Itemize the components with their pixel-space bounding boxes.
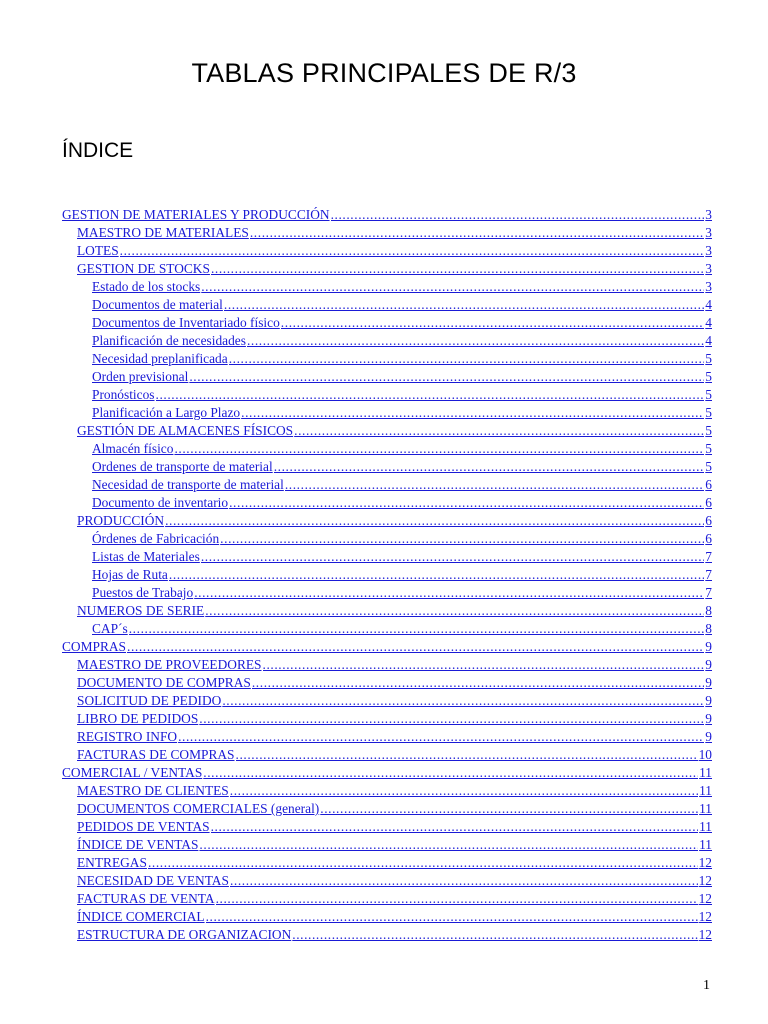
toc-entry[interactable] <box>62 566 712 584</box>
toc-entry-title: DOCUMENTOS COMERCIALES (general) <box>77 801 320 816</box>
toc-dot-leader <box>178 728 704 746</box>
toc-entry-title: Listas de Materiales <box>92 549 200 564</box>
toc-entry[interactable] <box>62 368 712 386</box>
toc-entry[interactable] <box>62 620 712 638</box>
toc-dot-leader <box>120 242 705 260</box>
toc-page-number: 9 <box>705 693 712 708</box>
toc-entry-title: LOTES <box>77 243 119 258</box>
toc-entry[interactable] <box>62 404 712 422</box>
toc-entry[interactable] <box>62 530 712 548</box>
toc-page-number: 11 <box>699 837 712 852</box>
toc-page-number: 12 <box>698 909 712 924</box>
toc-dot-leader <box>201 548 704 566</box>
toc-entry-title: FACTURAS DE VENTA <box>77 891 215 906</box>
toc-entry[interactable] <box>62 548 712 566</box>
toc-entry-title: Puestos de Trabajo <box>92 585 194 600</box>
toc-dot-leader <box>205 602 704 620</box>
toc-dot-leader <box>320 800 698 818</box>
toc-page-number: 4 <box>705 333 712 348</box>
toc-dot-leader <box>222 692 704 710</box>
toc-entry-title: Necesidad preplanificada <box>92 351 228 366</box>
toc-entry-title: Orden previsional <box>92 369 189 384</box>
toc-entry[interactable] <box>62 692 712 710</box>
toc-entry-title: GESTION DE MATERIALES Y PRODUCCIÓN <box>62 207 330 222</box>
toc-entry[interactable] <box>62 926 712 944</box>
toc-entry[interactable] <box>62 908 712 926</box>
toc-entry-title: Hojas de Ruta <box>92 567 168 582</box>
toc-dot-leader <box>281 314 705 332</box>
toc-entry-title: DOCUMENTO DE COMPRAS <box>77 675 251 690</box>
toc-entry[interactable] <box>62 206 712 224</box>
toc-page-number: 3 <box>705 225 712 240</box>
toc-page-number: 3 <box>705 279 712 294</box>
toc-dot-leader <box>224 296 704 314</box>
toc-dot-leader <box>199 836 698 854</box>
toc-entry[interactable] <box>62 224 712 242</box>
toc-entry[interactable] <box>62 314 712 332</box>
toc-entry[interactable] <box>62 278 712 296</box>
toc-entry-title: MAESTRO DE PROVEEDORES <box>77 657 262 672</box>
toc-entry[interactable] <box>62 782 712 800</box>
table-of-contents <box>62 206 712 944</box>
toc-dot-leader <box>263 656 705 674</box>
toc-dot-leader <box>216 890 698 908</box>
toc-dot-leader <box>148 854 698 872</box>
toc-page-number: 4 <box>705 297 712 312</box>
toc-dot-leader <box>230 782 698 800</box>
toc-dot-leader <box>189 368 704 386</box>
toc-dot-leader <box>241 404 704 422</box>
toc-page-number: 5 <box>705 441 712 456</box>
toc-page-number: 9 <box>705 639 712 654</box>
toc-entry-title: MAESTRO DE MATERIALES <box>77 225 249 240</box>
toc-entry-title: NECESIDAD DE VENTAS <box>77 873 229 888</box>
toc-dot-leader <box>229 494 704 512</box>
toc-dot-leader <box>169 566 704 584</box>
toc-page-number: 5 <box>705 369 712 384</box>
toc-entry[interactable] <box>62 512 712 530</box>
toc-page-number: 12 <box>698 873 712 888</box>
toc-dot-leader <box>201 278 704 296</box>
toc-dot-leader <box>199 710 704 728</box>
toc-page-number: 3 <box>705 207 712 222</box>
toc-page-number: 6 <box>705 495 712 510</box>
toc-entry[interactable] <box>62 494 712 512</box>
toc-dot-leader <box>252 674 704 692</box>
toc-entry[interactable] <box>62 602 712 620</box>
toc-entry[interactable] <box>62 674 712 692</box>
toc-page-number: 5 <box>705 387 712 402</box>
toc-entry[interactable] <box>62 296 712 314</box>
toc-entry-title: Necesidad de transporte de material <box>92 477 284 492</box>
toc-page-number: 7 <box>705 549 712 564</box>
toc-dot-leader <box>220 530 704 548</box>
toc-page-number: 11 <box>699 801 712 816</box>
toc-entry-title: Documentos de Inventariado físico <box>92 315 280 330</box>
toc-entry-title: ENTREGAS <box>77 855 147 870</box>
toc-dot-leader <box>294 422 704 440</box>
toc-entry[interactable] <box>62 350 712 368</box>
toc-page-number: 3 <box>705 243 712 258</box>
toc-dot-leader <box>250 224 704 242</box>
toc-entry-title: Ordenes de transporte de material <box>92 459 273 474</box>
toc-entry-title: Documento de inventario <box>92 495 229 510</box>
toc-entry[interactable] <box>62 242 712 260</box>
toc-entry-title: GESTIÓN DE ALMACENES FÍSICOS <box>77 423 294 438</box>
toc-entry[interactable] <box>62 440 712 458</box>
toc-entry-title: ÍNDICE COMERCIAL <box>77 909 205 924</box>
toc-entry-title: Pronósticos <box>92 387 155 402</box>
toc-dot-leader <box>292 926 697 944</box>
toc-entry[interactable] <box>62 746 712 764</box>
toc-entry[interactable] <box>62 890 712 908</box>
toc-entry[interactable] <box>62 476 712 494</box>
toc-entry[interactable] <box>62 710 712 728</box>
toc-entry-title: LIBRO DE PEDIDOS <box>77 711 199 726</box>
toc-entry-title: MAESTRO DE CLIENTES <box>77 783 229 798</box>
toc-entry-title: Planificación a Largo Plazo <box>92 405 241 420</box>
toc-dot-leader <box>127 638 704 656</box>
document-title: TABLAS PRINCIPALES DE R/3 <box>191 58 577 88</box>
toc-page-number: 5 <box>705 405 712 420</box>
toc-dot-leader <box>331 206 705 224</box>
toc-entry[interactable] <box>62 728 712 746</box>
toc-page-number: 7 <box>705 585 712 600</box>
toc-entry[interactable] <box>62 458 712 476</box>
toc-entry[interactable] <box>62 836 712 854</box>
toc-page-number: 11 <box>699 819 712 834</box>
toc-dot-leader <box>129 620 705 638</box>
toc-page-number: 6 <box>705 531 712 546</box>
toc-entry-title: GESTION DE STOCKS <box>77 261 210 276</box>
toc-page-number: 12 <box>698 855 712 870</box>
toc-page-number: 5 <box>705 459 712 474</box>
toc-page-number: 9 <box>705 711 712 726</box>
toc-dot-leader <box>236 746 698 764</box>
toc-page-number: 9 <box>705 657 712 672</box>
toc-entry-title: PRODUCCIÓN <box>77 513 165 528</box>
toc-dot-leader <box>247 332 704 350</box>
page-number: 1 <box>703 978 710 993</box>
toc-page-number: 5 <box>705 351 712 366</box>
toc-page-number: 11 <box>699 765 712 780</box>
toc-entry[interactable] <box>62 332 712 350</box>
toc-entry[interactable] <box>62 872 712 890</box>
toc-entry-title: REGISTRO INFO <box>77 729 178 744</box>
toc-dot-leader <box>211 260 704 278</box>
toc-page-number: 10 <box>698 747 712 762</box>
toc-entry[interactable] <box>62 422 712 440</box>
toc-entry-title: PEDIDOS DE VENTAS <box>77 819 210 834</box>
toc-entry-title: FACTURAS DE COMPRAS <box>77 747 235 762</box>
toc-page-number: 5 <box>705 423 712 438</box>
toc-page-number: 3 <box>705 261 712 276</box>
toc-dot-leader <box>206 908 698 926</box>
toc-entry[interactable] <box>62 800 712 818</box>
toc-entry[interactable] <box>62 656 712 674</box>
toc-page-number: 6 <box>705 477 712 492</box>
index-heading: ÍNDICE <box>62 139 134 162</box>
toc-entry-title: Documentos de material <box>92 297 223 312</box>
toc-dot-leader <box>285 476 704 494</box>
toc-entry[interactable] <box>62 386 712 404</box>
toc-entry[interactable] <box>62 764 712 782</box>
toc-dot-leader <box>194 584 704 602</box>
toc-dot-leader <box>211 818 699 836</box>
toc-dot-leader <box>230 872 698 890</box>
toc-dot-leader <box>229 350 705 368</box>
toc-page-number: 9 <box>705 729 712 744</box>
toc-entry-title: ÍNDICE DE VENTAS <box>77 837 199 852</box>
toc-dot-leader <box>165 512 704 530</box>
toc-page-number: 6 <box>705 513 712 528</box>
toc-page-number: 8 <box>705 621 712 636</box>
toc-entry-title: Almacén físico <box>92 441 174 456</box>
toc-page-number: 8 <box>705 603 712 618</box>
toc-page-number: 11 <box>699 783 712 798</box>
toc-dot-leader <box>203 764 698 782</box>
toc-page-number: 9 <box>705 675 712 690</box>
toc-entry-title: SOLICITUD DE PEDIDO <box>77 693 222 708</box>
toc-entry-title: COMPRAS <box>62 639 127 654</box>
toc-page-number: 7 <box>705 567 712 582</box>
toc-entry-title: Planificación de necesidades <box>92 333 246 348</box>
toc-entry[interactable] <box>62 854 712 872</box>
toc-entry[interactable] <box>62 260 712 278</box>
toc-entry-title: CAP´s <box>92 621 128 636</box>
toc-page-number: 4 <box>705 315 712 330</box>
toc-entry[interactable] <box>62 818 712 836</box>
toc-page-number: 12 <box>698 927 712 942</box>
toc-dot-leader <box>156 386 705 404</box>
toc-page-number: 12 <box>698 891 712 906</box>
toc-entry-title: NUMEROS DE SERIE <box>77 603 205 618</box>
toc-entry-title: Órdenes de Fabricación <box>92 531 220 546</box>
toc-entry-title: ESTRUCTURA DE ORGANIZACION <box>77 927 292 942</box>
toc-dot-leader <box>274 458 705 476</box>
toc-dot-leader <box>174 440 704 458</box>
toc-entry-title: Estado de los stocks <box>92 279 201 294</box>
toc-entry[interactable] <box>62 638 712 656</box>
toc-entry-title: COMERCIAL / VENTAS <box>62 765 203 780</box>
toc-entry[interactable] <box>62 584 712 602</box>
